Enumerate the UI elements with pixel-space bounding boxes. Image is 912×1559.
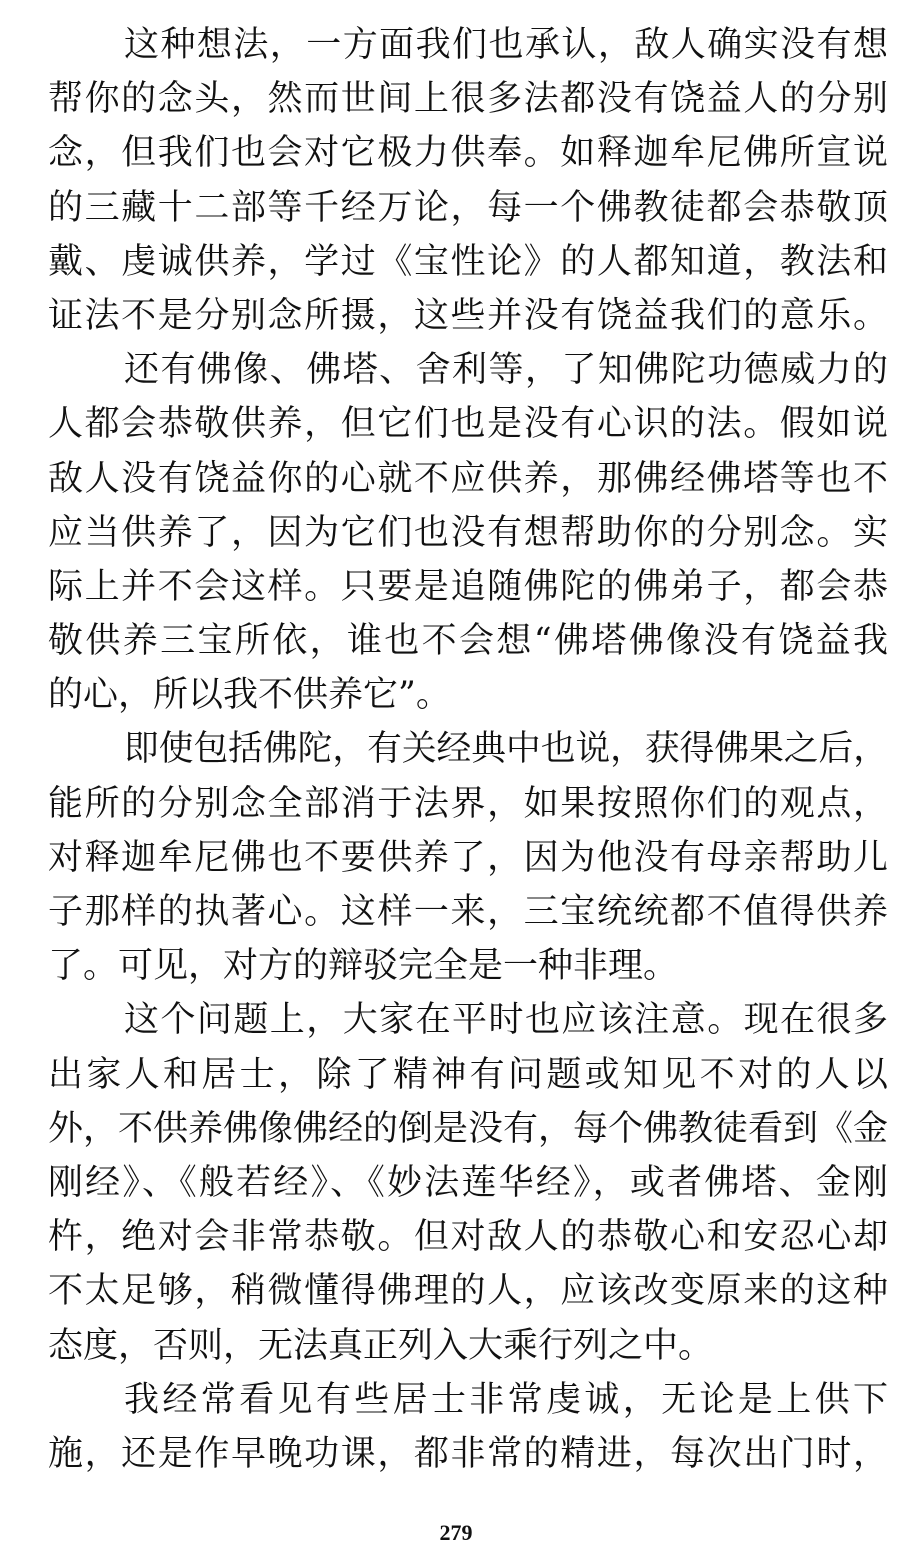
text-line: 不太足够，稍微懂得佛理的人，应该改变原来的这种 [48,1271,888,1312]
text-line: 了。可见，对方的辩驳完全是一种非理。 [48,946,679,987]
text-line: 念，但我们也会对它极力供奉。如释迦牟尼佛所宣说 [48,133,888,174]
text-line: 人都会恭敬供养，但它们也是没有心识的法。假如说 [48,404,888,445]
page-body [48,18,888,1481]
paragraph-4 [48,993,888,1372]
text-line: 施，还是作早晚功课，都非常的精进，每次出门时， [48,1433,888,1474]
text-line: 戴、虔诚供养，学过《宝性论》的人都知道，教法和 [48,241,888,282]
text-line: 子那样的执著心。这样一来，三宝统统都不值得供养 [48,892,888,932]
text-line: 能所的分别念全部消于法界，如果按照你们的观点， [48,783,888,824]
text-line: 这种想法，一方面我们也承认，敌人确实没有想 [124,25,888,65]
paragraph-2 [48,343,888,722]
text-line: 杵，绝对会非常恭敬。但对敌人的恭敬心和安忍心却 [48,1217,888,1258]
text-line: 敬供养三宝所依，谁也不会想“佛塔佛像没有饶益我 [48,621,888,662]
text-line: 帮你的念头，然而世间上很多法都没有饶益人的分别 [48,79,888,120]
text-line: 态度，否则，无法真正列入大乘行列之中。 [48,1325,714,1366]
text-line: 应当供养了，因为它们也没有想帮助你的分别念。实 [48,512,888,553]
text-line: 的三藏十二部等千经万论，每一个佛教徒都会恭敬顶 [48,187,888,228]
paragraph-5 [48,1373,888,1481]
text-line: 出家人和居士，除了精神有问题或知见不对的人以 [48,1054,888,1095]
paragraph-3 [48,722,888,993]
text-line: 还有佛像、佛塔、舍利等，了知佛陀功德威力的 [124,350,888,391]
text-line: 刚经》、《般若经》、《妙法莲华经》，或者佛塔、金刚 [48,1162,888,1203]
text-line: 敌人没有饶益你的心就不应供养，那佛经佛塔等也不 [48,458,888,499]
paragraph-1 [48,18,888,343]
text-line: 这个问题上，大家在平时也应该注意。现在很多 [124,1000,888,1041]
text-line: 外，不供养佛像佛经的倒是没有，每个佛教徒看到《金 [48,1108,888,1149]
text-line: 的心，所以我不供养它”。 [48,675,451,716]
text-line: 对释迦牟尼佛也不要供养了，因为他没有母亲帮助儿 [48,837,888,878]
text-line: 我经常看见有些居士非常虔诚，无论是上供下 [124,1379,888,1420]
text-line: 即使包括佛陀，有关经典中也说，获得佛果之后， [124,729,888,770]
page-number: 279 [439,1520,473,1545]
text-line: 际上并不会这样。只要是追随佛陀的佛弟子，都会恭 [48,566,888,607]
text-line: 证法不是分别念所摄，这些并没有饶益我们的意乐。 [48,295,888,336]
